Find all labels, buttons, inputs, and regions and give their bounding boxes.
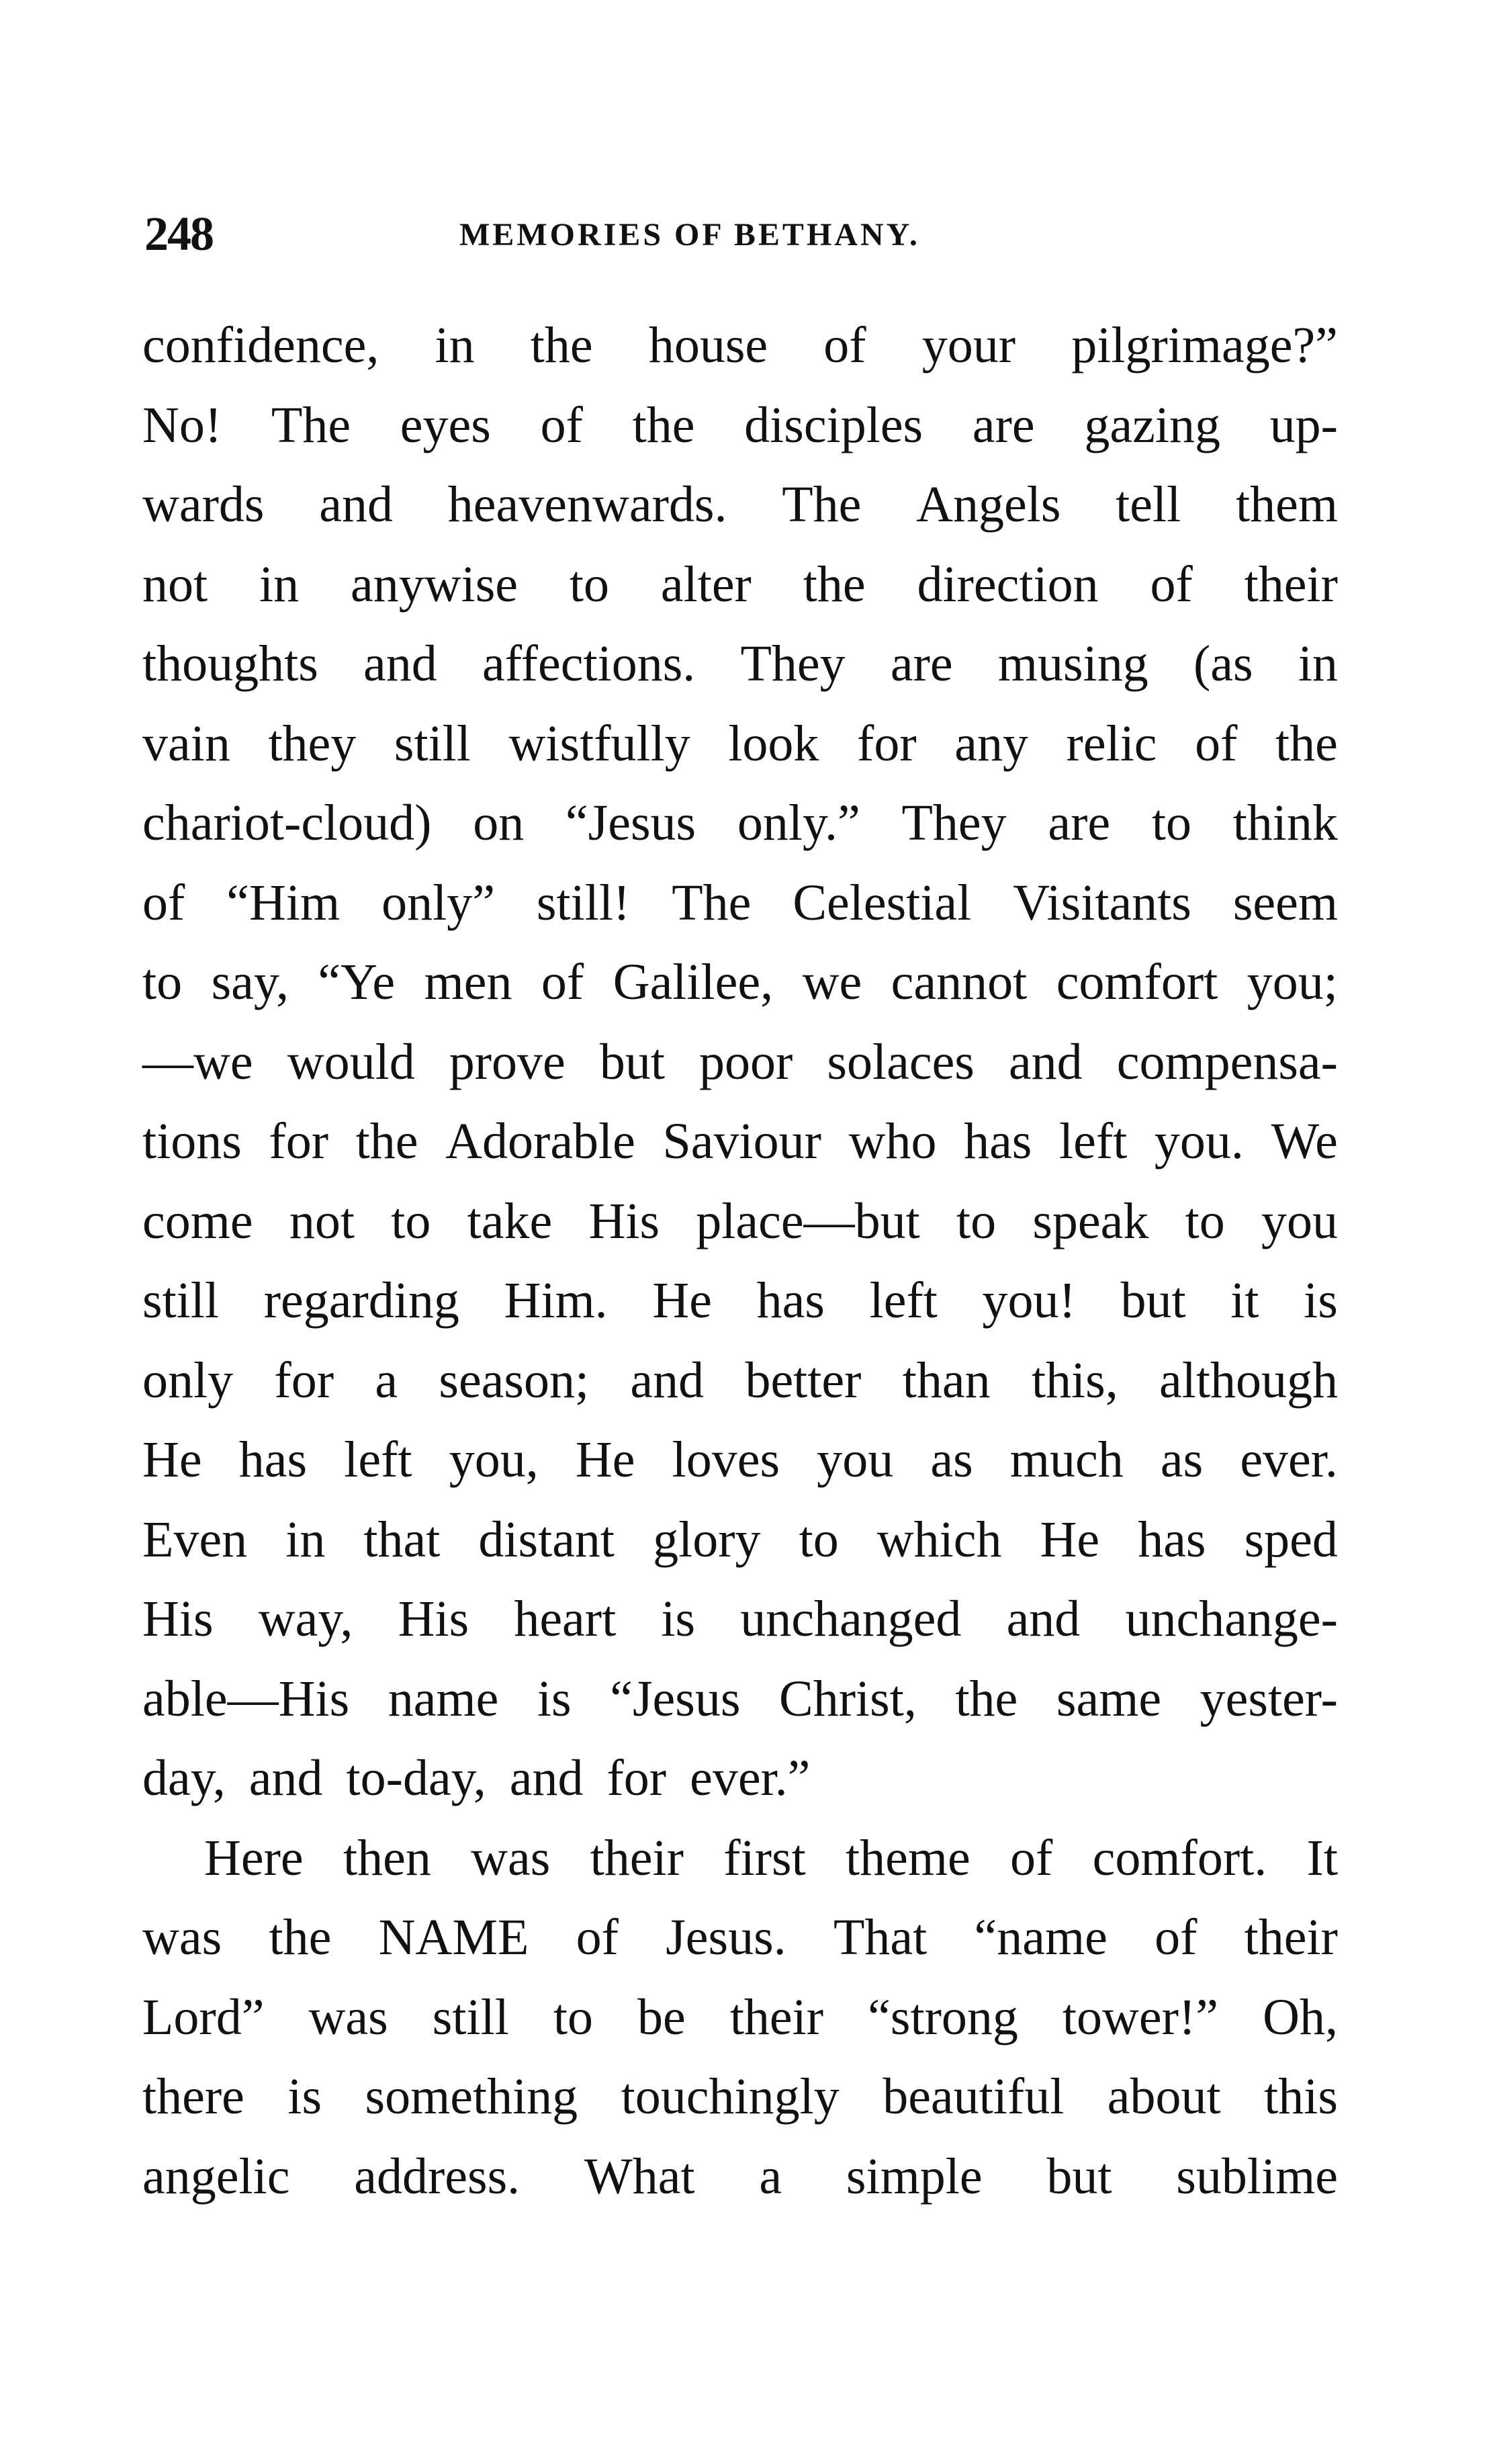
running-head xyxy=(144,207,1340,261)
word: a xyxy=(375,1352,398,1409)
word: their xyxy=(1244,1909,1338,1966)
text-line xyxy=(142,1102,1338,1182)
word: to xyxy=(1185,1192,1225,1249)
word: come xyxy=(142,1192,253,1249)
page-number: 248 xyxy=(144,207,213,261)
word: of xyxy=(540,396,583,453)
word: in xyxy=(1298,635,1338,692)
word: confidence, xyxy=(142,317,379,373)
word: to xyxy=(956,1192,997,1249)
text-line xyxy=(142,1022,1338,1102)
text-line-content: day, and to-day, and for ever.” xyxy=(142,1750,811,1806)
word: and xyxy=(630,1352,705,1409)
word: vain xyxy=(142,715,230,772)
word: and xyxy=(1008,1033,1083,1090)
word: you, xyxy=(449,1432,539,1488)
book-title: MEMORIES OF BETHANY. xyxy=(459,217,920,253)
word: be xyxy=(637,1988,686,2045)
word: as xyxy=(930,1432,973,1488)
word: not xyxy=(289,1192,355,1249)
text-line xyxy=(142,863,1338,943)
text-line xyxy=(142,942,1338,1022)
word: has xyxy=(756,1272,825,1329)
word: only xyxy=(142,1352,234,1409)
word: this, xyxy=(1031,1352,1118,1409)
word: is xyxy=(661,1591,696,1647)
word: beautiful xyxy=(883,2068,1065,2125)
word: was xyxy=(308,1988,388,2045)
word: same xyxy=(1056,1670,1162,1727)
word: musing xyxy=(997,635,1148,692)
word: are xyxy=(890,635,953,692)
word: the xyxy=(1275,715,1338,772)
word: comfort xyxy=(1056,954,1218,1010)
word: seem xyxy=(1232,874,1338,931)
word: The xyxy=(782,476,862,533)
word: simple xyxy=(846,2148,983,2205)
text-line xyxy=(142,306,1338,386)
word: Galilee, xyxy=(613,954,774,1010)
word: unchanged xyxy=(740,1591,962,1647)
word: their xyxy=(1244,556,1338,613)
word: there xyxy=(142,2068,244,2125)
text-line xyxy=(142,386,1338,466)
word: glory xyxy=(653,1511,761,1568)
text-line xyxy=(142,1659,1338,1739)
word: of xyxy=(541,954,584,1010)
word: Jesus. xyxy=(666,1909,786,1966)
word: (as xyxy=(1193,635,1253,692)
word: a xyxy=(759,2148,782,2205)
word: We xyxy=(1271,1113,1338,1170)
word: to xyxy=(391,1192,431,1249)
word: up- xyxy=(1269,396,1338,453)
word: you xyxy=(1261,1192,1338,1249)
word: in xyxy=(435,317,475,373)
word: “strong xyxy=(868,1988,1018,2045)
word: yester- xyxy=(1200,1670,1338,1727)
word: His xyxy=(142,1591,214,1647)
word: the xyxy=(355,1113,418,1170)
word: “Ye xyxy=(318,954,396,1010)
word: their xyxy=(590,1829,684,1886)
word: wistfully xyxy=(508,715,690,772)
word: was xyxy=(471,1829,551,1886)
word: NAME xyxy=(378,1909,529,1966)
word: although xyxy=(1159,1352,1338,1409)
word: prove xyxy=(449,1033,566,1090)
word: eyes xyxy=(400,396,491,453)
word: angelic xyxy=(142,2148,290,2205)
word: thoughts xyxy=(142,635,318,692)
word: still! xyxy=(536,874,631,931)
word: the xyxy=(632,396,695,453)
word: them xyxy=(1236,476,1338,533)
word: left xyxy=(869,1272,938,1329)
word: of xyxy=(823,317,866,373)
word: has xyxy=(964,1113,1032,1170)
word: take xyxy=(467,1192,553,1249)
word: Even xyxy=(142,1511,248,1568)
word: in xyxy=(259,556,300,613)
word: place—but xyxy=(696,1192,920,1249)
word: comfort. xyxy=(1092,1829,1267,1886)
word: to xyxy=(142,954,183,1010)
word: and xyxy=(319,476,393,533)
word: Adorable xyxy=(445,1113,635,1170)
word: the xyxy=(803,556,866,613)
text-line xyxy=(142,704,1338,784)
text-line xyxy=(142,1500,1338,1580)
word: we xyxy=(802,954,862,1010)
word: are xyxy=(1048,795,1111,851)
word: compensa- xyxy=(1116,1033,1338,1090)
text-line xyxy=(142,2137,1338,2217)
text-line xyxy=(142,465,1338,545)
word: than xyxy=(902,1352,991,1409)
word: able—His xyxy=(142,1670,350,1727)
word: still xyxy=(432,1988,509,2045)
word: you! xyxy=(982,1272,1076,1329)
word: as xyxy=(1160,1432,1204,1488)
word: for xyxy=(857,715,917,772)
word: touchingly xyxy=(621,2068,840,2125)
text-line xyxy=(142,1818,1338,1898)
word: left xyxy=(344,1432,412,1488)
word: “Jesus xyxy=(610,1670,741,1727)
word: address. xyxy=(354,2148,521,2205)
text-line xyxy=(142,783,1338,863)
word: then xyxy=(343,1829,431,1886)
word: chariot-cloud) xyxy=(142,795,432,851)
word: only.” xyxy=(737,795,860,851)
word: wards xyxy=(142,476,265,533)
word: affections. xyxy=(482,635,696,692)
word: has xyxy=(238,1432,308,1488)
word: your xyxy=(921,317,1016,373)
word: “Him xyxy=(226,874,341,931)
word: Visitants xyxy=(1013,874,1191,931)
text-line xyxy=(142,1420,1338,1500)
text-line xyxy=(142,1182,1338,1262)
word: sped xyxy=(1244,1511,1338,1568)
word: the xyxy=(530,317,593,373)
word: alter xyxy=(660,556,752,613)
text-line xyxy=(142,545,1338,625)
word: first xyxy=(723,1829,806,1886)
word: is xyxy=(1304,1272,1338,1329)
word: say, xyxy=(211,954,289,1010)
word: to xyxy=(569,556,609,613)
text-line xyxy=(142,1579,1338,1659)
word: season; xyxy=(439,1352,590,1409)
word: much xyxy=(1009,1432,1124,1488)
word: “name xyxy=(974,1909,1108,1966)
word: That xyxy=(833,1909,928,1966)
word: theme xyxy=(846,1829,970,1886)
word: Oh, xyxy=(1263,1988,1338,2045)
word: Here xyxy=(204,1829,304,1886)
word: is xyxy=(287,2068,322,2125)
word: still xyxy=(394,715,471,772)
word: He xyxy=(575,1432,635,1488)
word: Him. xyxy=(504,1272,608,1329)
word: about xyxy=(1107,2068,1221,2125)
word: pilgrimage?” xyxy=(1071,317,1338,373)
word: His xyxy=(588,1192,660,1249)
word: relic xyxy=(1066,715,1157,772)
word: cannot xyxy=(891,954,1028,1010)
word: to xyxy=(799,1511,839,1568)
word: tions xyxy=(142,1113,242,1170)
word: way, xyxy=(258,1591,353,1647)
word: for xyxy=(269,1113,329,1170)
word: sublime xyxy=(1176,2148,1338,2205)
word: you xyxy=(817,1432,894,1488)
word: who xyxy=(848,1113,937,1170)
word: think xyxy=(1232,795,1338,851)
word: His xyxy=(398,1591,469,1647)
word: you; xyxy=(1247,954,1338,1010)
word: house xyxy=(648,317,768,373)
word: poor xyxy=(699,1033,793,1090)
word: of xyxy=(142,874,185,931)
word: is xyxy=(537,1670,572,1727)
text-line xyxy=(142,1898,1338,1978)
word: heart xyxy=(514,1591,617,1647)
word: would xyxy=(287,1033,415,1090)
word: but xyxy=(1046,2148,1112,2205)
word: tower!” xyxy=(1062,1988,1219,2045)
word: Celestial xyxy=(793,874,972,931)
word: The xyxy=(271,396,351,453)
word: has xyxy=(1138,1511,1206,1568)
word: solaces xyxy=(827,1033,975,1090)
word: only” xyxy=(381,874,495,931)
word: anywise xyxy=(350,556,518,613)
word: still xyxy=(142,1272,220,1329)
word: He xyxy=(652,1272,712,1329)
word: better xyxy=(745,1352,862,1409)
word: to xyxy=(1151,795,1191,851)
body-text xyxy=(142,306,1338,2216)
word: disciples xyxy=(744,396,923,453)
word: No! xyxy=(142,396,222,453)
word: regarding xyxy=(263,1272,459,1329)
word: of xyxy=(1195,715,1238,772)
word: gazing xyxy=(1084,396,1220,453)
text-line xyxy=(142,1261,1338,1341)
word: and xyxy=(363,635,437,692)
word: heavenwards. xyxy=(447,476,727,533)
word: unchange- xyxy=(1125,1591,1338,1647)
word: but xyxy=(599,1033,665,1090)
word: for xyxy=(274,1352,334,1409)
word: —we xyxy=(142,1033,253,1090)
word: of xyxy=(1010,1829,1053,1886)
word: Christ, xyxy=(779,1670,917,1727)
text-line xyxy=(142,2057,1338,2137)
word: which xyxy=(876,1511,1002,1568)
word: that xyxy=(363,1511,441,1568)
word: the xyxy=(269,1909,332,1966)
word: are xyxy=(972,396,1035,453)
word: He xyxy=(142,1432,202,1488)
word: loves xyxy=(672,1432,780,1488)
word: they xyxy=(268,715,357,772)
word: The xyxy=(672,874,752,931)
text-line xyxy=(142,1978,1338,2058)
word: not xyxy=(142,556,208,613)
word: but xyxy=(1120,1272,1186,1329)
word: on xyxy=(473,795,525,851)
word: He xyxy=(1040,1511,1100,1568)
word: direction xyxy=(917,556,1099,613)
text-line xyxy=(142,1739,1338,1818)
word: and xyxy=(1006,1591,1081,1647)
word: tell xyxy=(1116,476,1181,533)
word: of xyxy=(1150,556,1193,613)
word: their xyxy=(729,1988,824,2045)
text-line xyxy=(142,624,1338,704)
word: something xyxy=(365,2068,578,2125)
word: this xyxy=(1264,2068,1338,2125)
word: of xyxy=(1155,1909,1198,1966)
word: the xyxy=(955,1670,1018,1727)
word: left xyxy=(1058,1113,1128,1170)
word: in xyxy=(285,1511,326,1568)
word: look xyxy=(728,715,819,772)
word: What xyxy=(584,2148,695,2205)
word: Lord” xyxy=(142,1988,265,2045)
word: of xyxy=(576,1909,619,1966)
word: distant xyxy=(478,1511,615,1568)
word: to xyxy=(553,1988,593,2045)
word: ever. xyxy=(1240,1432,1338,1488)
word: men xyxy=(424,954,512,1010)
word: any xyxy=(954,715,1028,772)
word: Angels xyxy=(916,476,1061,533)
word: It xyxy=(1306,1829,1338,1886)
word: it xyxy=(1230,1272,1259,1329)
word: Saviour xyxy=(662,1113,821,1170)
word: speak xyxy=(1032,1192,1149,1249)
word: “Jesus xyxy=(565,795,696,851)
word: you. xyxy=(1154,1113,1244,1170)
word: name xyxy=(388,1670,499,1727)
text-line xyxy=(142,1341,1338,1421)
word: They xyxy=(901,795,1007,851)
word: was xyxy=(142,1909,222,1966)
word: They xyxy=(740,635,846,692)
